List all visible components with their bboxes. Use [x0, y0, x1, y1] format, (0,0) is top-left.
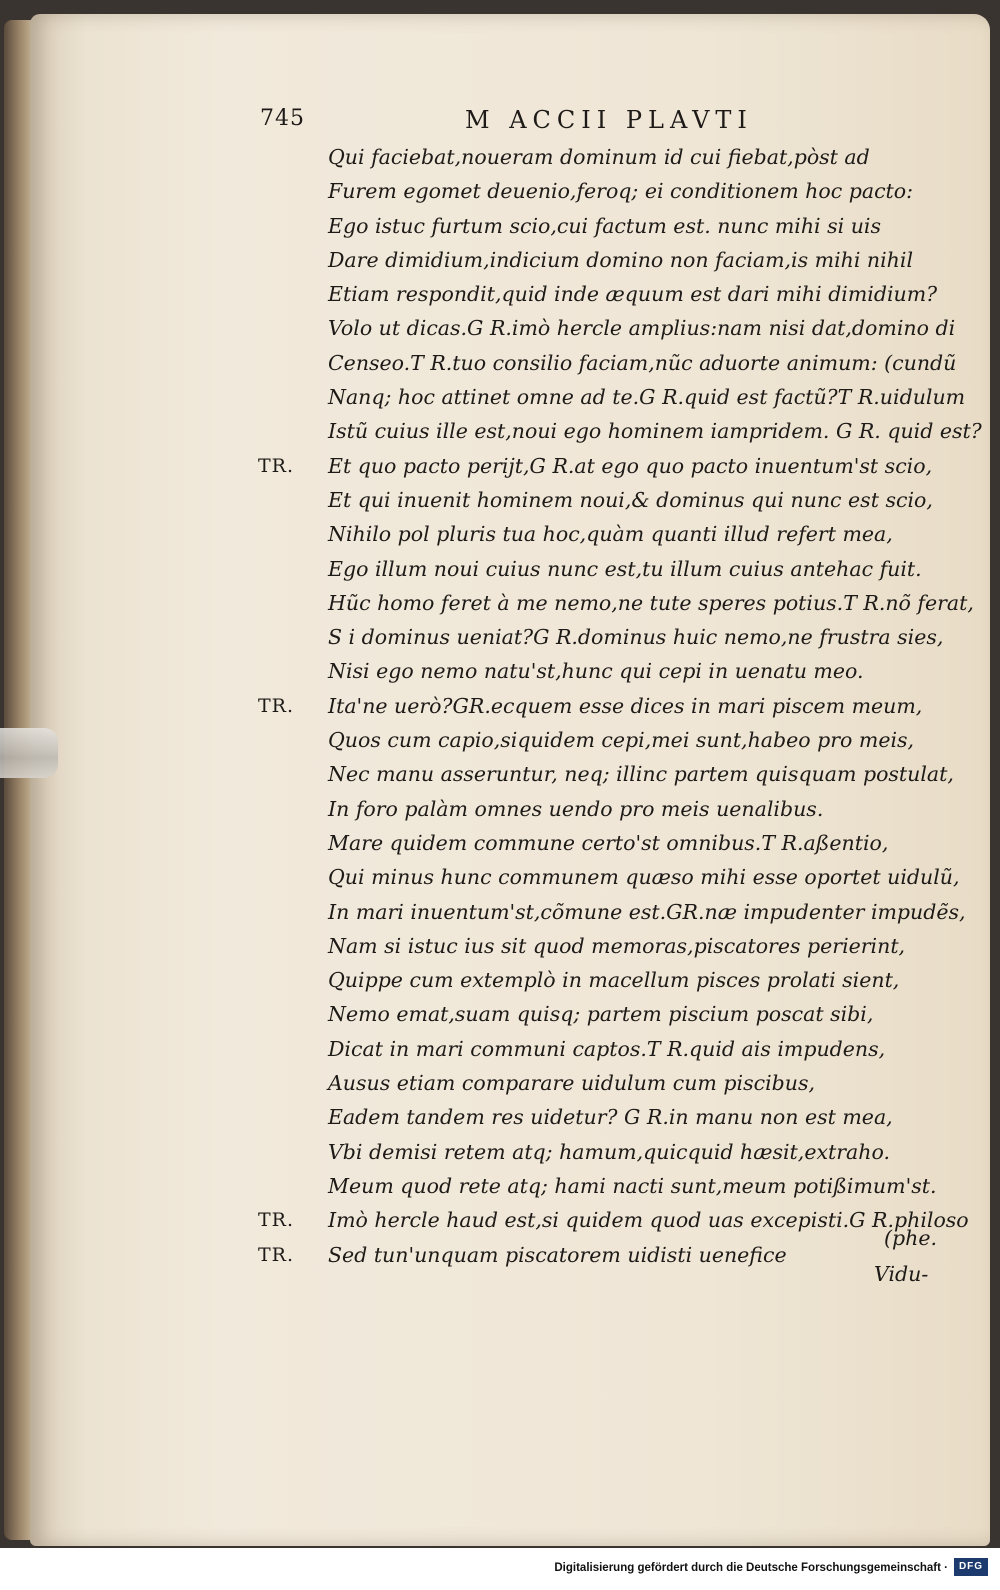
verse-text: Dare dimidium,indicium domino non faciam,is mihi nihil — [328, 247, 914, 272]
verse-line — [258, 449, 958, 483]
speaker-label: TR. — [258, 454, 295, 477]
verse-text: Quippe cum extemplò in macellum pisces prolati sient, — [328, 968, 900, 993]
verse-text: Qui minus hunc communem quæso mihi esse oportet uidulũ, — [328, 865, 960, 890]
verse-line — [258, 380, 966, 414]
verse-text: Imò hercle haud est,si quidem quod uas excepisti.G R.philoso — [328, 1208, 969, 1233]
verse-text: Ego istuc furtum scio,cui factum est. nunc mihi si uis — [328, 213, 881, 238]
verse-line — [258, 1169, 958, 1203]
verse-line — [258, 723, 958, 757]
verse-text: Sed tun'unquam piscatorem uidisti uenefice — [328, 1242, 787, 1267]
verse-line — [258, 654, 958, 688]
verse-line — [258, 552, 958, 586]
speaker-label: TR. — [258, 1209, 295, 1232]
verse-line — [258, 414, 982, 448]
verse-line — [258, 209, 958, 243]
verse-line — [258, 346, 958, 380]
catchword: Vidu- — [874, 1262, 929, 1286]
verse-text: Furem egomet deuenio,feroq; ei conditionem hoc pacto: — [328, 179, 914, 204]
speaker-label: TR. — [258, 1243, 295, 1266]
verse-text: Ausus etiam comparare uidulum cum piscibus, — [328, 1071, 815, 1096]
verse-text: Censeo.T R.tuo consilio faciam,nũc aduorte animum: (cundũ — [328, 350, 957, 375]
verse-text: Nanq; hoc attinet omne ad te.G R.quid est factũ?T R.uidulum — [328, 385, 966, 410]
verse-line — [258, 1032, 958, 1066]
verse-line — [258, 483, 958, 517]
verse-text: Eadem tandem res uidetur? G R.in manu non est mea, — [328, 1105, 893, 1130]
verse-line — [258, 860, 958, 894]
verse-line — [258, 517, 958, 551]
verse-text: Meum quod rete atq; hami nacti sunt,meum potißimum'st. — [328, 1173, 937, 1198]
verse-text: In foro palàm omnes uendo pro meis uenalibus. — [328, 796, 824, 821]
verse-line — [258, 963, 958, 997]
verse-line — [258, 689, 958, 723]
page-clip — [0, 728, 58, 778]
verse-line — [258, 1066, 958, 1100]
verse-text: Ita'ne uerò?GR.ecquem esse dices in mari piscem meum, — [328, 693, 923, 718]
verse-line — [258, 1238, 958, 1272]
running-title: M ACCII PLAVTI — [465, 106, 753, 134]
verse-text: Nisi ego nemo natu'st,hunc qui cepi in uenatu meo. — [328, 659, 864, 684]
verse-line — [258, 1100, 958, 1134]
verse-text: Etiam respondit,quid inde æquum est dari mihi dimidium? — [328, 282, 938, 307]
verse-line — [258, 586, 974, 620]
footer-credit: Digitalisierung gefördert durch die Deutsche Forschungsgemeinschaft · — [554, 1562, 948, 1574]
verse-text: Ego illum noui cuius nunc est,tu illum cuius antehac fuit. — [328, 556, 922, 581]
verse-text: Nam si istuc ius sit quod memoras,piscatores perierint, — [328, 933, 906, 958]
verse-line — [258, 277, 958, 311]
verse-line — [258, 895, 966, 929]
verse-line — [258, 1203, 969, 1237]
verse-line — [258, 1135, 958, 1169]
verse-text: Quos cum capio,siquidem cepi,mei sunt,habeo pro meis, — [328, 728, 915, 753]
verse-text: Nihilo pol pluris tua hoc,quàm quanti illud refert mea, — [328, 522, 893, 547]
page-number: 745 — [260, 106, 305, 131]
verse-text: Et qui inuenit hominem noui,& dominus qui nunc est scio, — [328, 487, 933, 512]
verse-line — [258, 929, 958, 963]
speaker-label: TR. — [258, 694, 295, 717]
verse-text: Qui faciebat,noueram dominum id cui fiebat,pòst ad — [328, 145, 870, 169]
verse-line — [258, 792, 958, 826]
verse-line — [258, 620, 958, 654]
verse-text: Mare quidem commune certo'st omnibus.T R.aßentio, — [328, 830, 889, 855]
verse-text: Istũ cuius ille est,noui ego hominem iampridem. G R. quid est? — [328, 419, 982, 444]
verse-text: Et quo pacto perijt,G R.at ego quo pacto inuentum'st scio, — [328, 453, 933, 478]
verse-line — [258, 174, 958, 208]
verse-line — [258, 757, 958, 791]
verse-text: Dicat in mari communi captos.T R.quid ais impudens, — [328, 1036, 886, 1061]
dfg-logo: DFG — [954, 1558, 988, 1576]
verse-text: In mari inuentum'st,cõmune est.GR.næ impudenter impudẽs, — [328, 899, 966, 924]
verse-text: Hũc homo feret à me nemo,ne tute speres potius.T R.nõ ferat, — [328, 590, 974, 615]
verse-text: Nec manu asseruntur, neq; illinc partem quisquam postulat, — [328, 762, 954, 787]
verse-text: Vbi demisi retem atq; hamum,quicquid hæsit,extraho. — [328, 1139, 890, 1164]
verse-line — [258, 826, 958, 860]
verse-line — [258, 997, 958, 1031]
verse-line — [258, 140, 958, 174]
verse-text: S i dominus ueniat?G R.dominus huic nemo,ne frustra sies, — [328, 625, 944, 650]
verse-line — [258, 243, 958, 277]
verse-text-block — [258, 140, 982, 1272]
verse-text: Nemo emat,suam quisq; partem piscium poscat sibi, — [328, 1002, 874, 1027]
verse-line — [258, 311, 958, 345]
verse-text: Volo ut dicas.G R.imò hercle amplius:nam nisi dat,domino di — [328, 316, 956, 341]
line-continuation: (phe. — [884, 1226, 937, 1250]
running-head — [260, 106, 820, 138]
